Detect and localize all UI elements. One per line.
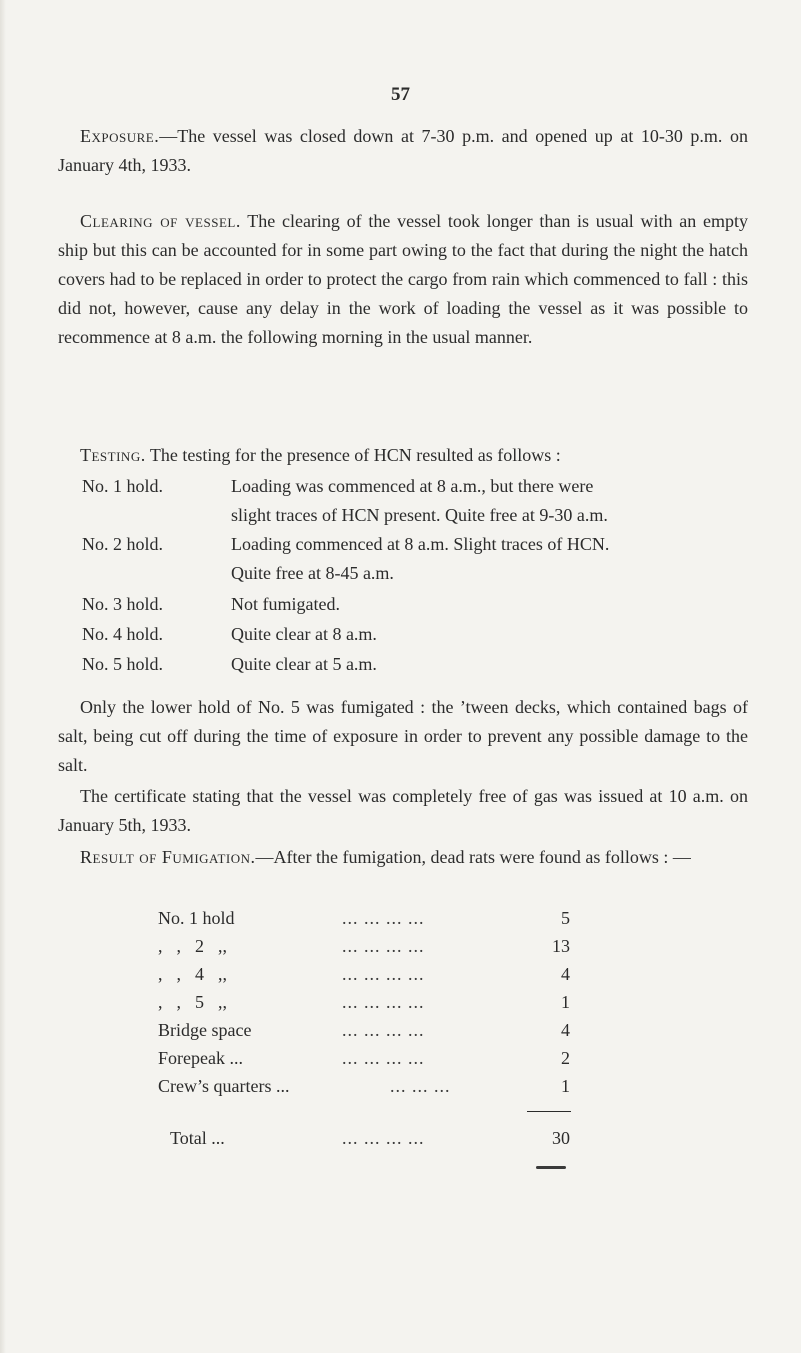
hold-2-result-line-1: Loading commenced at 8 a.m. Slight traces of HCN. bbox=[231, 534, 610, 554]
leader-dots: ... ... ... ... bbox=[342, 1128, 425, 1148]
result-paragraph bbox=[58, 843, 748, 872]
leader-dots: ... ... ... ... bbox=[342, 964, 425, 984]
closing-rule bbox=[536, 1166, 566, 1169]
certificate-paragraph: The certificate stating that the vessel was completely free of gas was issued at 10 a.m. on January 5th, 1933. bbox=[58, 786, 748, 835]
hold-3-label: No. 3 hold. bbox=[82, 594, 163, 614]
rat-count-value: 2 bbox=[561, 1048, 570, 1068]
ditto-mark: ,, bbox=[158, 964, 195, 984]
testing-intro: The testing for the presence of HCN resulted as follows : bbox=[145, 445, 561, 465]
hold-2-result-line-2: Quite free at 8-45 a.m. bbox=[231, 563, 394, 583]
location-label: ,,4,, bbox=[158, 964, 227, 984]
exposure-text: —The vessel was closed down at 7-30 p.m. and opened up at 10-30 p.m. on January 4th, 1933. bbox=[58, 126, 748, 175]
total-rule bbox=[527, 1111, 571, 1112]
page-edge-shadow bbox=[0, 0, 6, 1353]
location-label: No. 1 hold bbox=[158, 908, 235, 928]
leader-dots: ... ... ... bbox=[390, 1076, 451, 1096]
testing-heading: Testing. bbox=[80, 445, 146, 465]
hold-2-label: No. 2 hold. bbox=[82, 534, 163, 554]
ditto-mark: ,, bbox=[218, 936, 227, 956]
result-heading: Result of Fumigation. bbox=[80, 847, 256, 867]
hold-5-result: Quite clear at 5 a.m. bbox=[231, 654, 377, 674]
leader-dots: ... ... ... ... bbox=[342, 908, 425, 928]
ditto-mark: ,, bbox=[158, 936, 195, 956]
rat-count-value: 1 bbox=[561, 1076, 570, 1096]
hold-1-result-line-1: Loading was commenced at 8 a.m., but there were bbox=[231, 476, 594, 496]
exposure-heading: Exposure. bbox=[80, 126, 160, 146]
leader-dots: ... ... ... ... bbox=[342, 1020, 425, 1040]
rat-count-value: 4 bbox=[561, 964, 570, 984]
hold-4-label: No. 4 hold. bbox=[82, 624, 163, 644]
total-value: 30 bbox=[552, 1128, 570, 1148]
hold-5-label: No. 5 hold. bbox=[82, 654, 163, 674]
rat-count-value: 1 bbox=[561, 992, 570, 1012]
ditto-mark: ,, bbox=[158, 992, 195, 1012]
total-label: Total ... bbox=[170, 1128, 225, 1148]
testing-paragraph bbox=[58, 441, 748, 470]
result-text: —After the fumigation, dead rats were found as follows : — bbox=[255, 847, 691, 867]
location-label: ,,2,, bbox=[158, 936, 227, 956]
hold-1-label: No. 1 hold. bbox=[82, 476, 163, 496]
rat-count-value: 13 bbox=[552, 936, 570, 956]
leader-dots: ... ... ... ... bbox=[342, 1048, 425, 1068]
ditto-mark: ,, bbox=[218, 992, 227, 1012]
location-label: Bridge space bbox=[158, 1020, 252, 1040]
clearing-text: The clearing of the vessel took longer than is usual with an empty ship but this can be accounted for in some part owing to the fact that during the night the hatch covers had to be replaced in order to protect the cargo from rain which commenced to fall : this did not, however, cause any delay in the work of loading the vessel as it was possible to recommence at 8 a.m. the following morning in the usual manner. bbox=[58, 211, 748, 347]
clearing-paragraph bbox=[58, 207, 748, 352]
location-label: ,,5,, bbox=[158, 992, 227, 1012]
exposure-paragraph bbox=[58, 122, 748, 180]
hold-1-result-line-2: slight traces of HCN present. Quite free at 9-30 a.m. bbox=[231, 505, 608, 525]
location-label: Crew’s quarters ... bbox=[158, 1076, 290, 1096]
hold-4-result: Quite clear at 8 a.m. bbox=[231, 624, 377, 644]
clearing-heading: Clearing of vessel. bbox=[80, 211, 241, 231]
rat-count-value: 4 bbox=[561, 1020, 570, 1040]
leader-dots: ... ... ... ... bbox=[342, 992, 425, 1012]
hold-3-result: Not fumigated. bbox=[231, 594, 340, 614]
rat-count-value: 5 bbox=[561, 908, 570, 928]
page-number: 57 bbox=[391, 84, 410, 105]
leader-dots: ... ... ... ... bbox=[342, 936, 425, 956]
lower-hold-paragraph: Only the lower hold of No. 5 was fumigated : the ’tween decks, which contained bags of salt, being cut off during the time of exposure in order to prevent any possible damage to the salt. bbox=[58, 697, 748, 775]
location-label: Forepeak ... bbox=[158, 1048, 243, 1068]
ditto-mark: ,, bbox=[218, 964, 227, 984]
